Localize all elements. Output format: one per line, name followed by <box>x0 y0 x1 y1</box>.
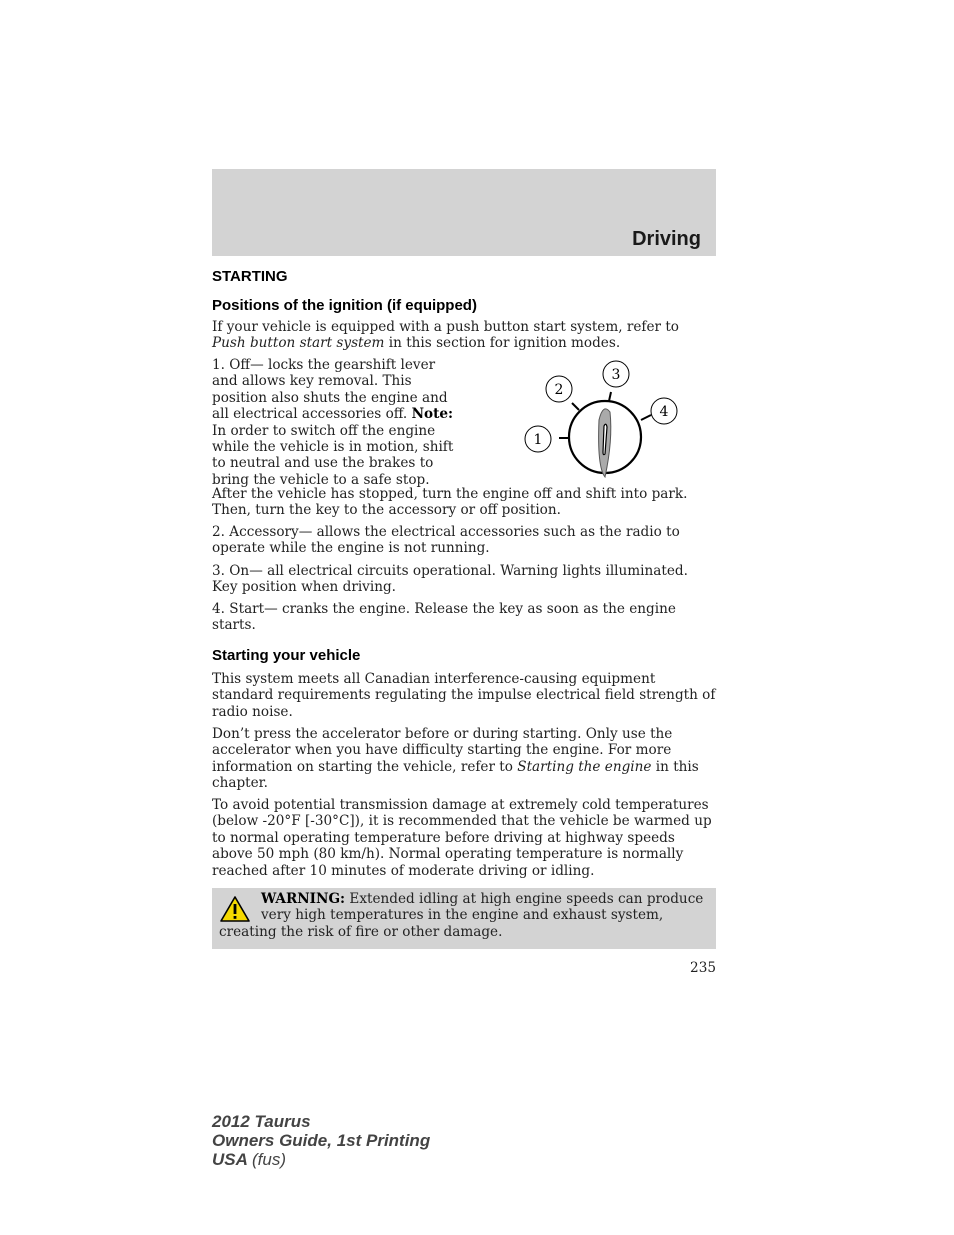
tick-4 <box>641 415 651 420</box>
item-on <box>212 563 716 596</box>
note-line: In order to switch off the engine <box>212 422 436 439</box>
item-off-line: and allows key removal. This <box>212 373 412 390</box>
paragraph-accelerator-end: in this chapter. <box>212 758 699 792</box>
ignition-heading: Positions of the ignition (if equipped) <box>212 297 477 314</box>
footer-model: 2012 Taurus <box>212 1112 311 1131</box>
intro-text-end: in this section for ignition modes. <box>388 335 621 352</box>
note-line: bring the vehicle to a safe stop. <box>212 471 430 488</box>
chapter-header <box>212 169 716 256</box>
paragraph-cold-temperature <box>212 797 716 879</box>
note-line: to neutral and use the brakes to <box>212 455 434 472</box>
paragraph-interference <box>212 671 716 720</box>
starting-vehicle-heading: Starting your vehicle <box>212 647 361 664</box>
item-off-continuation <box>212 486 716 519</box>
warning-label: WARNING: <box>261 891 346 907</box>
chapter-title: Driving <box>632 228 701 250</box>
item-on-text: 3. On— all electrical circuits operational. Warning lights illuminated. Key position when driving. <box>212 563 688 596</box>
warning-line: Extended idling at high engine speeds can produce <box>349 891 704 907</box>
item-start-text: 4. Start— cranks the engine. Release the key as soon as the engine starts. <box>212 601 676 634</box>
warning-line: very high temperatures in the engine and exhaust system, <box>261 907 664 924</box>
footer-region <box>212 1150 430 1169</box>
item-off-line: 1. Off— locks the gearshift lever <box>212 357 436 373</box>
footer-country: USA <box>212 1150 248 1169</box>
label-1: 1 <box>533 432 543 448</box>
item-accessory <box>212 524 716 557</box>
section-title: STARTING <box>212 268 288 285</box>
item-off-continuation-text: After the vehicle has stopped, turn the engine off and shift into park. Then, turn the key to the accessory or off position. <box>212 486 688 519</box>
item-start <box>212 601 716 634</box>
page-number: 235 <box>690 960 716 976</box>
label-4: 4 <box>659 404 669 420</box>
intro-paragraph <box>212 319 716 352</box>
paragraph-interference-text: This system meets all Canadian interference-causing equipment standard requirements regulating the impulse electrical field strength of radio noise. <box>212 671 716 720</box>
intro-text: If your vehicle is equipped with a push button start system, refer to <box>212 319 679 335</box>
paragraph-cold-temperature-text: To avoid potential transmission damage at extremely cold temperatures (below -20°F [-30°C]), it is recommended that the vehicle be warmed up to normal operating temperature before driving at highway speeds above 50 mph (80 km/h). Normal operating temperature is normally reached after 10 minutes of moderate driving or idling. <box>212 797 712 879</box>
note-line: while the vehicle is in motion, shift <box>212 439 454 456</box>
document-footer <box>212 1112 430 1169</box>
footer-code: (fus) <box>252 1150 286 1169</box>
tick-3 <box>609 392 611 401</box>
starting-engine-reference: Starting the engine <box>517 758 652 775</box>
warning-line: creating the risk of fire or other damage. <box>219 923 503 940</box>
label-3: 3 <box>611 367 621 383</box>
item-off <box>212 357 472 488</box>
paragraph-accelerator <box>212 726 716 792</box>
ignition-positions-diagram <box>515 356 690 481</box>
note-label: Note: <box>411 406 454 423</box>
warning-box <box>212 888 716 949</box>
footer-guide: Owners Guide, 1st Printing <box>212 1131 431 1150</box>
warning-text <box>219 891 709 940</box>
tick-2 <box>572 403 579 410</box>
item-off-line: position also shuts the engine and <box>212 389 448 406</box>
paragraph-accelerator-text: Don’t press the accelerator before or during starting. Only use the accelerator when you have difficulty starting the engine. For more information on starting the vehicle, refer to <box>212 726 673 775</box>
push-button-start-reference: Push button start system <box>212 335 385 352</box>
item-off-line: all electrical accessories off. <box>212 406 408 423</box>
label-2: 2 <box>554 382 564 398</box>
item-accessory-text: 2. Accessory— allows the electrical accessories such as the radio to operate while the engine is not running. <box>212 524 680 557</box>
